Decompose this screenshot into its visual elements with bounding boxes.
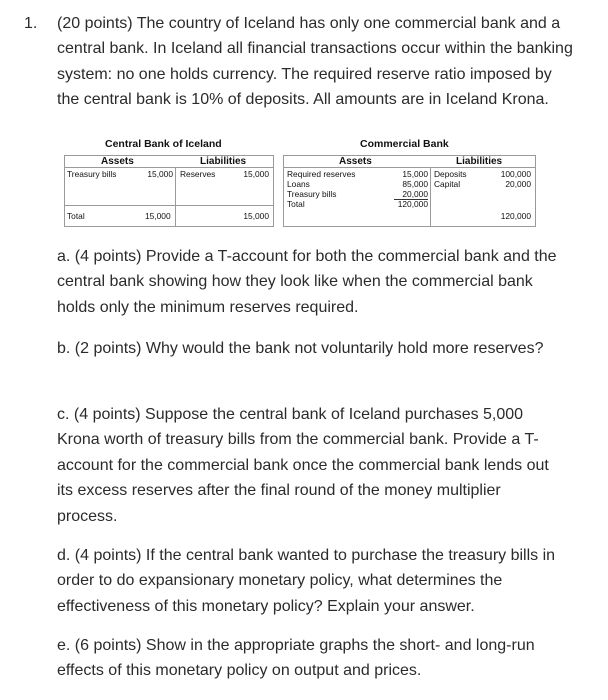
com-liabilities-header: Liabilities (456, 156, 503, 167)
com-asset-label: Treasury bills (287, 189, 337, 199)
central-bank-t-account (64, 155, 274, 227)
part-e: e. (6 points) Show in the appropriate graphs the short- and long-run effects of this monetary policy on output and prices. (57, 637, 535, 680)
central-bank-title: Central Bank of Iceland (105, 138, 222, 150)
com-total-assets: 120,000 (397, 199, 428, 209)
com-asset-label: Required reserves (287, 169, 356, 179)
cb-total-assets: 15,000 (145, 211, 171, 221)
question-intro: (20 points) The country of Iceland has only one commercial bank and a central bank. In Iceland all financial transactions occur within the banking system: no one holds currency. The required reserve ratio imposed by the central bank is 10% of deposits. All amounts are in Iceland Krona. (57, 15, 573, 109)
com-asset-value: 85,000 (402, 179, 428, 189)
cb-total-label: Total (67, 211, 85, 221)
cb-asset-value: 15,000 (147, 169, 173, 179)
cb-assets-header: Assets (101, 156, 134, 167)
cb-liabilities-header: Liabilities (200, 156, 247, 167)
part-b: b. (2 points) Why would the bank not voluntarily hold more reserves? (57, 340, 544, 357)
question-number: 1. (24, 15, 38, 32)
com-liability-value: 20,000 (505, 179, 531, 189)
balance-sheet-tables (58, 138, 536, 228)
cb-total-liabilities: 15,000 (243, 211, 269, 221)
part-a: a. (4 points) Provide a T-account for both the commercial bank and the central bank showing how they look like when the commercial bank holds only the minimum reserves required. (57, 248, 557, 316)
com-liability-label: Deposits (434, 169, 467, 179)
com-liability-value: 100,000 (500, 169, 531, 179)
commercial-bank-title: Commercial Bank (360, 138, 449, 150)
com-liability-label: Capital (434, 179, 461, 189)
com-asset-label: Loans (287, 179, 310, 189)
part-d: d. (4 points) If the central bank wanted to purchase the treasury bills in order to do expansionary monetary policy, what determines the effectiveness of this monetary policy? Explain your answer. (57, 547, 556, 615)
com-total-label: Total (287, 199, 305, 209)
commercial-bank-t-account (283, 155, 536, 227)
com-asset-value: 20,000 (402, 189, 428, 199)
com-asset-value: 15,000 (402, 169, 428, 179)
part-c: c. (4 points) Suppose the central bank of Iceland purchases 5,000 Krona worth of treasury bills from the commercial bank. Provide a T-account for the commercial bank once the commercial bank lends out its excess reserves after the final round of the money multiplier process. (57, 406, 549, 525)
cb-asset-label: Treasury bills (67, 169, 117, 179)
com-assets-header: Assets (339, 156, 372, 167)
cb-liability-value: 15,000 (243, 169, 269, 179)
cb-liability-label: Reserves (180, 169, 216, 179)
com-total-liabilities: 120,000 (500, 211, 531, 221)
